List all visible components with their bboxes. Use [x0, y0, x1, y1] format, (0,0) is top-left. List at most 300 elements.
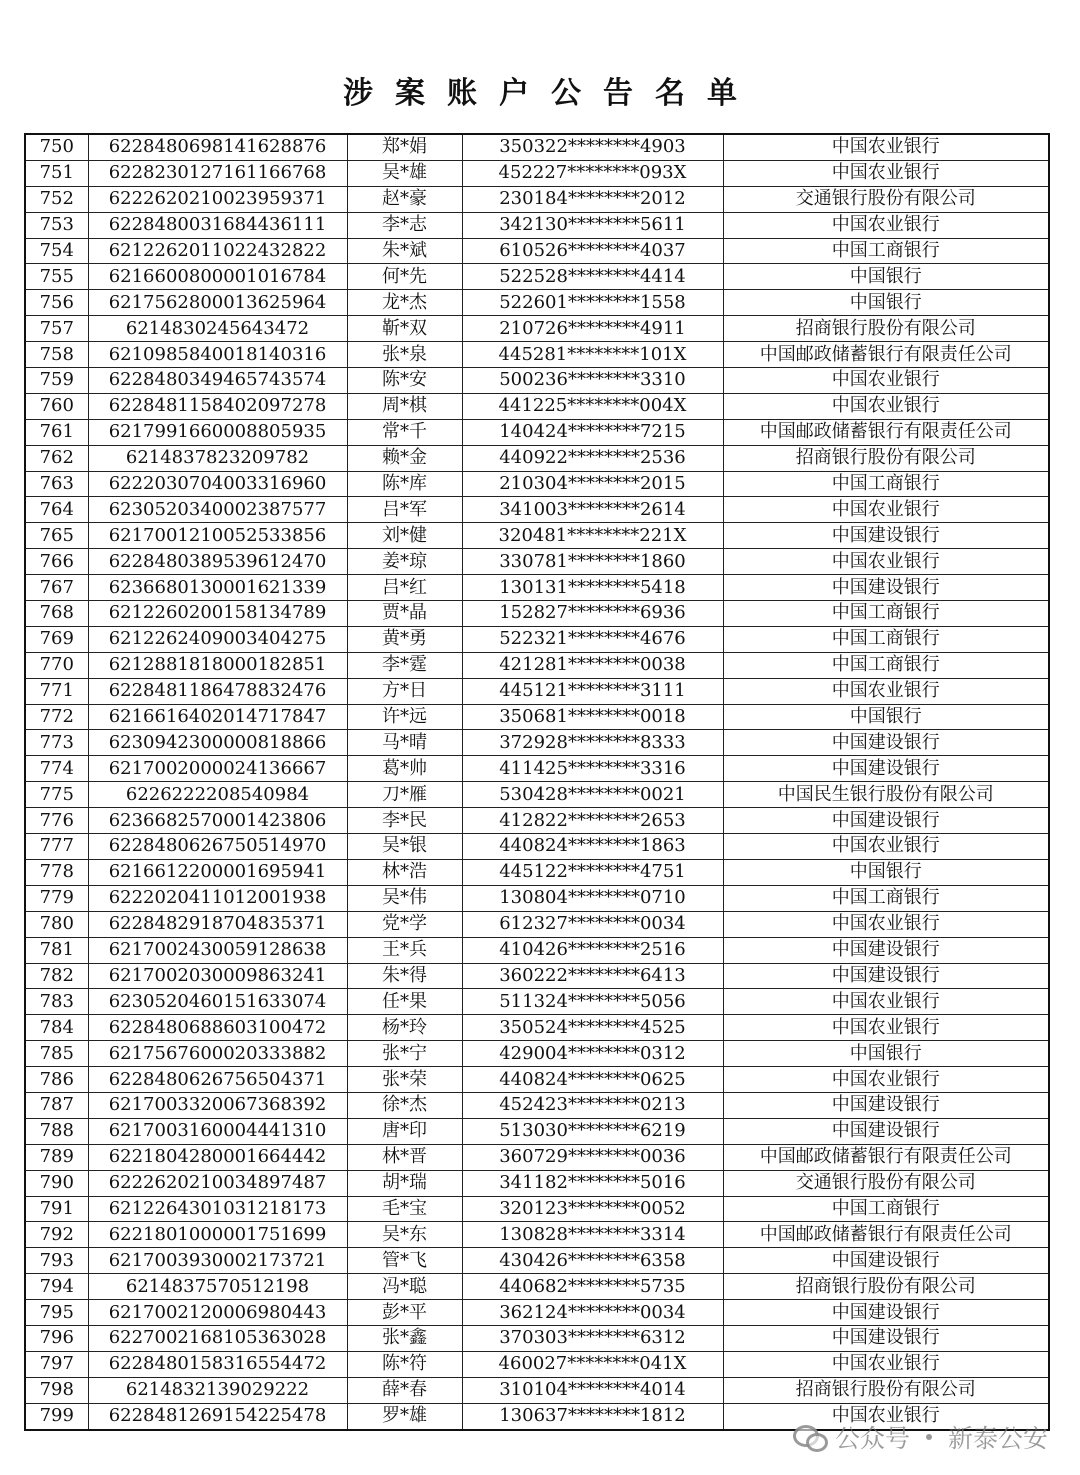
- holder-name: 唐*印: [347, 1118, 462, 1144]
- bank-name: 中国农业银行: [723, 989, 1049, 1015]
- bank-name: 中国农业银行: [723, 549, 1049, 575]
- account-number: 6216616402014717847: [88, 704, 347, 730]
- id-number: 362124********0034: [462, 1300, 723, 1326]
- id-number: 445122********4751: [462, 859, 723, 885]
- holder-name: 任*果: [347, 989, 462, 1015]
- account-number: 6228230127161166768: [88, 160, 347, 186]
- id-number: 152827********6936: [462, 601, 723, 627]
- account-number: 6217002120006980443: [88, 1300, 347, 1326]
- id-number: 360729********0036: [462, 1144, 723, 1170]
- bank-name: 中国工商银行: [723, 238, 1049, 264]
- account-number: 6212262011022432822: [88, 238, 347, 264]
- holder-name: 陈*符: [347, 1351, 462, 1377]
- id-number: 440824********0625: [462, 1067, 723, 1093]
- bank-name: 招商银行股份有限公司: [723, 1274, 1049, 1300]
- table-row: [25, 316, 1049, 342]
- row-number: 773: [25, 730, 88, 756]
- row-number: 779: [25, 885, 88, 911]
- id-number: 210726********4911: [462, 316, 723, 342]
- row-number: 788: [25, 1118, 88, 1144]
- bank-name: 中国建设银行: [723, 523, 1049, 549]
- table-row: [25, 1222, 1049, 1248]
- row-number: 783: [25, 989, 88, 1015]
- account-number: 6222620210023959371: [88, 186, 347, 212]
- table-row: [25, 1170, 1049, 1196]
- table-row: [25, 730, 1049, 756]
- id-number: 513030********6219: [462, 1118, 723, 1144]
- row-number: 774: [25, 756, 88, 782]
- account-number: 6221801000001751699: [88, 1222, 347, 1248]
- bank-name: 中国农业银行: [723, 393, 1049, 419]
- account-number: 6217002030009863241: [88, 963, 347, 989]
- account-table: [24, 133, 1050, 1431]
- account-number: 6217001210052533856: [88, 523, 347, 549]
- bank-name: 中国银行: [723, 704, 1049, 730]
- id-number: 372928********8333: [462, 730, 723, 756]
- holder-name: 张*宁: [347, 1041, 462, 1067]
- id-number: 612327********0034: [462, 911, 723, 937]
- holder-name: 许*远: [347, 704, 462, 730]
- account-number: 6228481158402097278: [88, 393, 347, 419]
- account-number: 6214832139029222: [88, 1377, 347, 1403]
- id-number: 429004********0312: [462, 1041, 723, 1067]
- bank-name: 中国邮政储蓄银行有限责任公司: [723, 342, 1049, 368]
- table-row: [25, 989, 1049, 1015]
- holder-name: 吴*东: [347, 1222, 462, 1248]
- id-number: 342130********5611: [462, 212, 723, 238]
- account-number: 6212262409003404275: [88, 626, 347, 652]
- row-number: 776: [25, 808, 88, 834]
- table-row: [25, 1325, 1049, 1351]
- table-row: [25, 471, 1049, 497]
- account-number: 6228480389539612470: [88, 549, 347, 575]
- bank-name: 中国银行: [723, 859, 1049, 885]
- holder-name: 吴*银: [347, 834, 462, 860]
- id-number: 341182********5016: [462, 1170, 723, 1196]
- id-number: 320123********0052: [462, 1196, 723, 1222]
- bank-name: 中国农业银行: [723, 212, 1049, 238]
- row-number: 759: [25, 368, 88, 394]
- bank-name: 中国建设银行: [723, 1092, 1049, 1118]
- bank-name: 交通银行股份有限公司: [723, 186, 1049, 212]
- id-number: 350681********0018: [462, 704, 723, 730]
- table-row: [25, 575, 1049, 601]
- row-number: 757: [25, 316, 88, 342]
- account-number: 6226222208540984: [88, 782, 347, 808]
- table-row: [25, 834, 1049, 860]
- page-title: 涉案账户公告名单: [343, 76, 759, 111]
- id-number: 140424********7215: [462, 419, 723, 445]
- table-row: [25, 1403, 1049, 1429]
- bank-name: 中国农业银行: [723, 678, 1049, 704]
- id-number: 411425********3316: [462, 756, 723, 782]
- holder-name: 郑*娟: [347, 134, 462, 160]
- row-number: 769: [25, 626, 88, 652]
- holder-name: 方*日: [347, 678, 462, 704]
- bank-name: 中国农业银行: [723, 834, 1049, 860]
- bank-name: 中国建设银行: [723, 1248, 1049, 1274]
- bank-name: 中国工商银行: [723, 601, 1049, 627]
- bank-name: 中国农业银行: [723, 1015, 1049, 1041]
- account-number: 6230520340002387577: [88, 497, 347, 523]
- account-number: 6217003320067368392: [88, 1092, 347, 1118]
- row-number: 760: [25, 393, 88, 419]
- bank-name: 中国建设银行: [723, 756, 1049, 782]
- table-row: [25, 963, 1049, 989]
- row-number: 771: [25, 678, 88, 704]
- account-number: 6217003160004441310: [88, 1118, 347, 1144]
- holder-name: 林*晋: [347, 1144, 462, 1170]
- row-number: 793: [25, 1248, 88, 1274]
- id-number: 412822********2653: [462, 808, 723, 834]
- row-number: 784: [25, 1015, 88, 1041]
- holder-name: 赖*金: [347, 445, 462, 471]
- id-number: 350524********4525: [462, 1015, 723, 1041]
- id-number: 360222********6413: [462, 963, 723, 989]
- id-number: 310104********4014: [462, 1377, 723, 1403]
- id-number: 452227********093X: [462, 160, 723, 186]
- id-number: 430426********6358: [462, 1248, 723, 1274]
- bank-name: 中国工商银行: [723, 652, 1049, 678]
- bank-name: 中国农业银行: [723, 911, 1049, 937]
- id-number: 445281********101X: [462, 342, 723, 368]
- account-number: 6228480158316554472: [88, 1351, 347, 1377]
- row-number: 762: [25, 445, 88, 471]
- bank-name: 中国工商银行: [723, 626, 1049, 652]
- table-row: [25, 342, 1049, 368]
- id-number: 610526********4037: [462, 238, 723, 264]
- holder-name: 王*兵: [347, 937, 462, 963]
- table-row: [25, 678, 1049, 704]
- row-number: 756: [25, 290, 88, 316]
- table-row: [25, 1118, 1049, 1144]
- account-number: 6228480688603100472: [88, 1015, 347, 1041]
- bank-name: 中国邮政储蓄银行有限责任公司: [723, 1222, 1049, 1248]
- holder-name: 李*霆: [347, 652, 462, 678]
- holder-name: 薛*春: [347, 1377, 462, 1403]
- table-row: [25, 782, 1049, 808]
- table-row: [25, 1144, 1049, 1170]
- holder-name: 龙*杰: [347, 290, 462, 316]
- table-row: [25, 1274, 1049, 1300]
- holder-name: 周*棋: [347, 393, 462, 419]
- id-number: 341003********2614: [462, 497, 723, 523]
- account-number: 6228480626750514970: [88, 834, 347, 860]
- id-number: 530428********0021: [462, 782, 723, 808]
- row-number: 752: [25, 186, 88, 212]
- row-number: 792: [25, 1222, 88, 1248]
- holder-name: 张*鑫: [347, 1325, 462, 1351]
- row-number: 790: [25, 1170, 88, 1196]
- id-number: 130131********5418: [462, 575, 723, 601]
- holder-name: 吴*雄: [347, 160, 462, 186]
- table-row: [25, 238, 1049, 264]
- table-row: [25, 1300, 1049, 1326]
- holder-name: 张*泉: [347, 342, 462, 368]
- holder-name: 张*荣: [347, 1067, 462, 1093]
- table-row: [25, 756, 1049, 782]
- holder-name: 贾*晶: [347, 601, 462, 627]
- row-number: 787: [25, 1092, 88, 1118]
- holder-name: 党*学: [347, 911, 462, 937]
- account-number: 6228480698141628876: [88, 134, 347, 160]
- holder-name: 葛*帅: [347, 756, 462, 782]
- account-number: 6217562800013625964: [88, 290, 347, 316]
- id-number: 440682********5735: [462, 1274, 723, 1300]
- account-number: 6222020411012001938: [88, 885, 347, 911]
- row-number: 794: [25, 1274, 88, 1300]
- row-number: 751: [25, 160, 88, 186]
- id-number: 210304********2015: [462, 471, 723, 497]
- watermark-label: 公众号: [834, 1424, 910, 1453]
- row-number: 767: [25, 575, 88, 601]
- table-row: [25, 652, 1049, 678]
- id-number: 440922********2536: [462, 445, 723, 471]
- id-number: 460027********041X: [462, 1351, 723, 1377]
- bank-name: 中国工商银行: [723, 471, 1049, 497]
- id-number: 500236********3310: [462, 368, 723, 394]
- row-number: 782: [25, 963, 88, 989]
- account-table-body: [25, 134, 1049, 1430]
- id-number: 370303********6312: [462, 1325, 723, 1351]
- holder-name: 胡*瑞: [347, 1170, 462, 1196]
- holder-name: 陈*安: [347, 368, 462, 394]
- bank-name: 中国民生银行股份有限公司: [723, 782, 1049, 808]
- id-number: 441225********004X: [462, 393, 723, 419]
- table-row: [25, 937, 1049, 963]
- row-number: 765: [25, 523, 88, 549]
- holder-name: 何*先: [347, 264, 462, 290]
- account-number: 6228481186478832476: [88, 678, 347, 704]
- row-number: 754: [25, 238, 88, 264]
- account-number: 6214837823209782: [88, 445, 347, 471]
- table-row: [25, 186, 1049, 212]
- row-number: 766: [25, 549, 88, 575]
- bank-name: 中国建设银行: [723, 963, 1049, 989]
- id-number: 350322********4903: [462, 134, 723, 160]
- row-number: 768: [25, 601, 88, 627]
- table-row: [25, 160, 1049, 186]
- table-row: [25, 601, 1049, 627]
- table-row: [25, 393, 1049, 419]
- bank-name: 中国农业银行: [723, 368, 1049, 394]
- holder-name: 徐*杰: [347, 1092, 462, 1118]
- row-number: 797: [25, 1351, 88, 1377]
- account-number: 6217003930002173721: [88, 1248, 347, 1274]
- table-row: [25, 704, 1049, 730]
- account-number: 6212881818000182851: [88, 652, 347, 678]
- id-number: 130804********0710: [462, 885, 723, 911]
- account-number: 6236682570001423806: [88, 808, 347, 834]
- account-number: 6217567600020333882: [88, 1041, 347, 1067]
- row-number: 763: [25, 471, 88, 497]
- bank-name: 中国工商银行: [723, 1196, 1049, 1222]
- table-row: [25, 1248, 1049, 1274]
- id-number: 511324********5056: [462, 989, 723, 1015]
- bank-name: 中国邮政储蓄银行有限责任公司: [723, 419, 1049, 445]
- table-row: [25, 911, 1049, 937]
- table-row: [25, 808, 1049, 834]
- bank-name: 中国建设银行: [723, 730, 1049, 756]
- holder-name: 朱*得: [347, 963, 462, 989]
- id-number: 522601********1558: [462, 290, 723, 316]
- account-number: 6228482918704835371: [88, 911, 347, 937]
- holder-name: 林*浩: [347, 859, 462, 885]
- holder-name: 吕*红: [347, 575, 462, 601]
- holder-name: 吴*伟: [347, 885, 462, 911]
- bank-name: 交通银行股份有限公司: [723, 1170, 1049, 1196]
- id-number: 452423********0213: [462, 1092, 723, 1118]
- account-number: 6236680130001621339: [88, 575, 347, 601]
- row-number: 786: [25, 1067, 88, 1093]
- row-number: 755: [25, 264, 88, 290]
- bank-name: 中国建设银行: [723, 937, 1049, 963]
- holder-name: 马*晴: [347, 730, 462, 756]
- bank-name: 中国工商银行: [723, 885, 1049, 911]
- bank-name: 中国农业银行: [723, 1403, 1049, 1429]
- table-row: [25, 497, 1049, 523]
- holder-name: 朱*斌: [347, 238, 462, 264]
- bank-name: 招商银行股份有限公司: [723, 445, 1049, 471]
- bank-name: 中国农业银行: [723, 134, 1049, 160]
- row-number: 798: [25, 1377, 88, 1403]
- account-number: 6216600800001016784: [88, 264, 347, 290]
- account-number: 6214830245643472: [88, 316, 347, 342]
- table-row: [25, 885, 1049, 911]
- table-row: [25, 523, 1049, 549]
- id-number: 130637********1812: [462, 1403, 723, 1429]
- table-row: [25, 859, 1049, 885]
- bank-name: 中国银行: [723, 264, 1049, 290]
- bank-name: 招商银行股份有限公司: [723, 316, 1049, 342]
- id-number: 421281********0038: [462, 652, 723, 678]
- holder-name: 赵*豪: [347, 186, 462, 212]
- holder-name: 李*志: [347, 212, 462, 238]
- row-number: 770: [25, 652, 88, 678]
- account-number: 6230520460151633074: [88, 989, 347, 1015]
- account-number: 6212260200158134789: [88, 601, 347, 627]
- row-number: 753: [25, 212, 88, 238]
- id-number: 320481********221X: [462, 523, 723, 549]
- bank-name: 中国农业银行: [723, 497, 1049, 523]
- table-row: [25, 1067, 1049, 1093]
- row-number: 750: [25, 134, 88, 160]
- row-number: 799: [25, 1403, 88, 1429]
- table-row: [25, 1377, 1049, 1403]
- holder-name: 刘*健: [347, 523, 462, 549]
- table-row: [25, 134, 1049, 160]
- table-row: [25, 212, 1049, 238]
- bank-name: 中国建设银行: [723, 1118, 1049, 1144]
- account-number: 6210985840018140316: [88, 342, 347, 368]
- bank-name: 中国银行: [723, 290, 1049, 316]
- account-number: 6221804280001664442: [88, 1144, 347, 1170]
- bank-name: 中国银行: [723, 1041, 1049, 1067]
- account-number: 6230942300000818866: [88, 730, 347, 756]
- holder-name: 常*千: [347, 419, 462, 445]
- row-number: 796: [25, 1325, 88, 1351]
- row-number: 780: [25, 911, 88, 937]
- holder-name: 杨*玲: [347, 1015, 462, 1041]
- account-number: 6228480349465743574: [88, 368, 347, 394]
- row-number: 777: [25, 834, 88, 860]
- table-row: [25, 1015, 1049, 1041]
- holder-name: 罗*雄: [347, 1403, 462, 1429]
- bank-name: 中国建设银行: [723, 1300, 1049, 1326]
- watermark-account: 新泰公安: [947, 1424, 1048, 1453]
- id-number: 330781********1860: [462, 549, 723, 575]
- row-number: 789: [25, 1144, 88, 1170]
- table-row: [25, 419, 1049, 445]
- account-number: 6228480626756504371: [88, 1067, 347, 1093]
- row-number: 778: [25, 859, 88, 885]
- row-number: 781: [25, 937, 88, 963]
- bank-name: 中国农业银行: [723, 160, 1049, 186]
- holder-name: 姜*琼: [347, 549, 462, 575]
- holder-name: 刀*雁: [347, 782, 462, 808]
- holder-name: 靳*双: [347, 316, 462, 342]
- account-number: 6212264301031218173: [88, 1196, 347, 1222]
- row-number: 791: [25, 1196, 88, 1222]
- holder-name: 黄*勇: [347, 626, 462, 652]
- account-number: 6222620210034897487: [88, 1170, 347, 1196]
- holder-name: 彭*平: [347, 1300, 462, 1326]
- row-number: 795: [25, 1300, 88, 1326]
- table-row: [25, 290, 1049, 316]
- id-number: 522528********4414: [462, 264, 723, 290]
- row-number: 775: [25, 782, 88, 808]
- bank-name: 中国农业银行: [723, 1351, 1049, 1377]
- account-number: 6222030704003316960: [88, 471, 347, 497]
- id-number: 230184********2012: [462, 186, 723, 212]
- table-row: [25, 264, 1049, 290]
- bank-name: 中国邮政储蓄银行有限责任公司: [723, 1144, 1049, 1170]
- account-number: 6227002168105363028: [88, 1325, 347, 1351]
- id-number: 130828********3314: [462, 1222, 723, 1248]
- account-number: 6214837570512198: [88, 1274, 347, 1300]
- table-row: [25, 1092, 1049, 1118]
- holder-name: 管*飞: [347, 1248, 462, 1274]
- bank-name: 中国建设银行: [723, 575, 1049, 601]
- table-row: [25, 1041, 1049, 1067]
- watermark-separator: [926, 1434, 932, 1440]
- holder-name: 毛*宝: [347, 1196, 462, 1222]
- holder-name: 吕*军: [347, 497, 462, 523]
- account-number: 6217002430059128638: [88, 937, 347, 963]
- bank-name: 中国农业银行: [723, 1067, 1049, 1093]
- holder-name: 冯*聪: [347, 1274, 462, 1300]
- bank-name: 中国建设银行: [723, 808, 1049, 834]
- table-row: [25, 549, 1049, 575]
- row-number: 764: [25, 497, 88, 523]
- account-number: 6217991660008805935: [88, 419, 347, 445]
- table-row: [25, 445, 1049, 471]
- id-number: 522321********4676: [462, 626, 723, 652]
- row-number: 758: [25, 342, 88, 368]
- table-row: [25, 1351, 1049, 1377]
- account-number: 6228481269154225478: [88, 1403, 347, 1429]
- row-number: 761: [25, 419, 88, 445]
- row-number: 772: [25, 704, 88, 730]
- table-row: [25, 1196, 1049, 1222]
- id-number: 445121********3111: [462, 678, 723, 704]
- id-number: 410426********2516: [462, 937, 723, 963]
- row-number: 785: [25, 1041, 88, 1067]
- bank-name: 招商银行股份有限公司: [723, 1377, 1049, 1403]
- account-number: 6217002000024136667: [88, 756, 347, 782]
- holder-name: 陈*库: [347, 471, 462, 497]
- bank-name: 中国建设银行: [723, 1325, 1049, 1351]
